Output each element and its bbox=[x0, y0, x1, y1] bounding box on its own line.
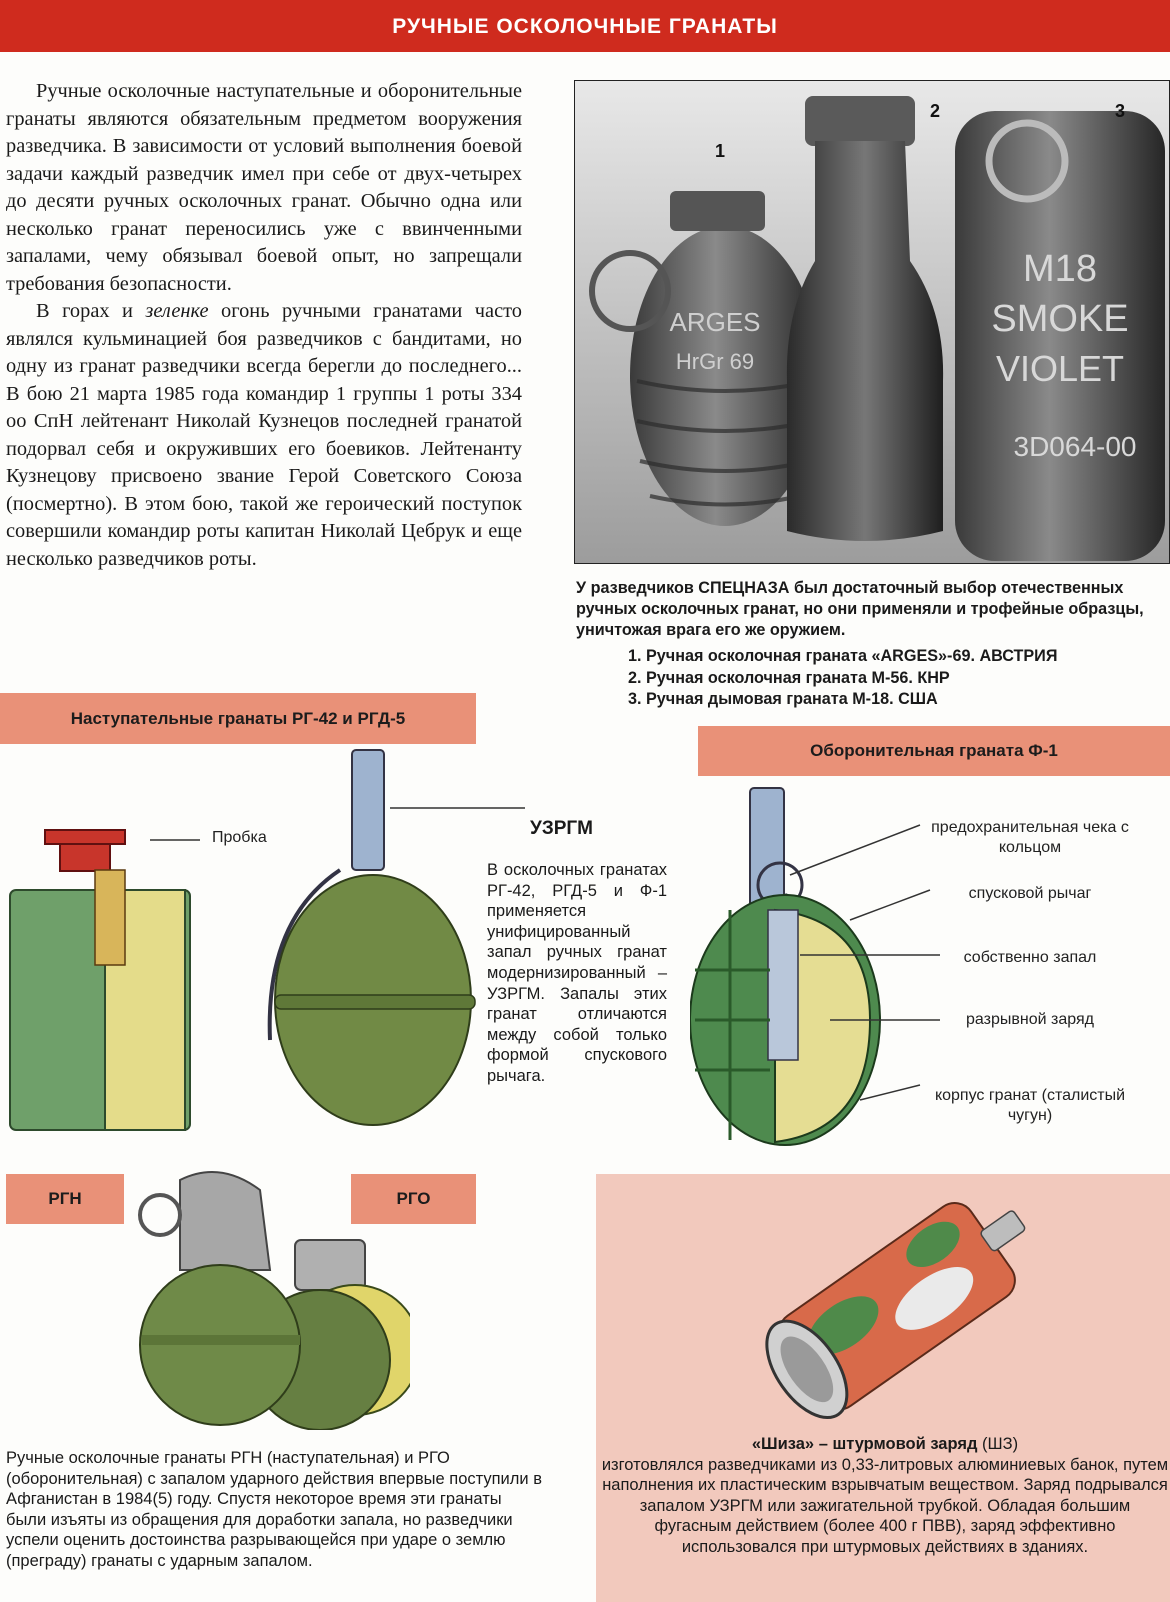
shiza-description bbox=[600, 1434, 1170, 1558]
shiza-heading bbox=[600, 1434, 1170, 1455]
intro-paragraph-1: Ручные осколочные наступательные и оборонительные гранаты являются обязательным предметом вооружения разведчика. В зависимости от условий выполнения боевой задачи каждый разведчик имел при себе от двух-четырех до десяти ручных осколочных гранат. Обычно одна или несколько гранат переносились уже с ввинченными запалами, чему обязывал боевой опыт, но запрещали требования безопасности. bbox=[6, 80, 522, 295]
photo-number-1: 1 bbox=[715, 141, 726, 161]
arges-model-marking: HrGr 69 bbox=[675, 349, 755, 374]
caption-item-1: 1. Ручная осколочная граната «ARGES»-69. АВСТРИЯ bbox=[628, 647, 1058, 665]
caption-item-3: 3. Ручная дымовая граната М-18. США bbox=[628, 690, 938, 708]
caption-item-2: 2. Ручная осколочная граната М-56. КНР bbox=[628, 668, 950, 687]
uzrgm-description: В осколочных гранатах РГ-42, РГД-5 и Ф-1 применяется унифицированный запал ручных гранат модернизированный – УЗРГМ. Запалы этих гранат отличаются между собой только формой спускового рычага. bbox=[487, 861, 667, 1085]
intro-paragraph-2 bbox=[6, 298, 522, 573]
intro-p2-start: В горах и bbox=[36, 300, 146, 322]
f1-label-lever: спусковой рычаг bbox=[968, 885, 1092, 902]
offensive-section-title: Наступательные гранаты РГ-42 и РГД-5 bbox=[0, 693, 476, 744]
page-header bbox=[0, 0, 1170, 52]
f1-label-pin: предохранительная чека с кольцом bbox=[931, 819, 1129, 856]
intro-p2-emphasis: зеленке bbox=[145, 300, 209, 322]
photo-caption-list bbox=[628, 646, 1168, 711]
page-title: РУЧНЫЕ ОСКОЛОЧНЫЕ ГРАНАТЫ bbox=[392, 15, 778, 38]
f1-label-fuse: собственно запал bbox=[963, 949, 1097, 966]
rgo-label: РГО bbox=[351, 1174, 476, 1224]
lot-marking: 3D064-00 bbox=[1013, 431, 1137, 462]
impact-grenades-text: Ручные осколочные гранаты РГН (наступательная) и РГО (оборонительная) с запалом ударного действия впервые поступили в Афганистан в 1984(5) году. Спустя некоторое время эти гранаты были изъяты из обращения для доработки запала, но разведчики успели оценить достоинства разрывающейся при ударе о землю (преграду) гранаты с ударным запалом. bbox=[6, 1449, 542, 1570]
shiza-charge-drawing bbox=[740, 1185, 1040, 1425]
intro-p2-end: огонь ручными гранатами часто являлся кульминацией боя разведчиков с бандитами, но одну из гранат разведчики всегда берегли до последнего... В бою 21 марта 1985 года командир 1 группы 1 роты 334 оо СпН лейтенант Николай Кузнецов последней гранатой подорвал себя и окруживших его боевиков. Лейтенанту Кузнецову присвоено звание Герой Советского Союза (посмертно). В этом бою, такой же героический поступок совершили командир роты капитан Николай Цебрук и еще несколько разведчиков роты. bbox=[6, 300, 522, 570]
shiza-title: «Шиза» – штурмовой заряд bbox=[751, 1435, 978, 1453]
arges-marking: ARGES bbox=[669, 307, 761, 337]
uzrgm-label: УЗРГМ bbox=[530, 818, 593, 839]
probka-label: Пробка bbox=[212, 829, 267, 846]
rgn-label: РГН bbox=[6, 1174, 124, 1224]
f1-label-charge: разрывной заряд bbox=[966, 1011, 1094, 1028]
smoke-marking: SMOKE bbox=[991, 298, 1129, 340]
m18-marking: M18 bbox=[1023, 248, 1097, 290]
f1-label-body: корпус гранат (сталистый чугун) bbox=[934, 1087, 1126, 1124]
shiza-text: изготовлялся разведчиками из 0,33-литровых алюминиевых банок, путем наполнения их пластическим взрывчатым веществом. Заряд подрывался запалом УЗРГМ или зажигательной трубкой. Обладая большим фугасным действием (более 400 г ПВВ), заряд эффективно использовался при штурмовых действиях в зданиях. bbox=[601, 1455, 1169, 1556]
defensive-section-title: Оборонительная граната Ф-1 bbox=[698, 726, 1170, 776]
intro-text bbox=[6, 78, 522, 573]
grenades-photo bbox=[574, 80, 1170, 564]
grenades-photo-drawing bbox=[575, 81, 1170, 564]
photo-number-2: 2 bbox=[930, 101, 941, 121]
shiza-abbr: (ШЗ) bbox=[977, 1435, 1019, 1453]
violet-marking: VIOLET bbox=[995, 348, 1125, 389]
photo-caption: У разведчиков СПЕЦНАЗА был достаточный выбор отечественных ручных осколочных гранат, но они применяли и трофейные образцы, уничтожая врага его же оружием. bbox=[576, 579, 1144, 639]
rgn-rgo-drawing bbox=[120, 1160, 410, 1430]
photo-number-3: 3 bbox=[1115, 101, 1126, 121]
